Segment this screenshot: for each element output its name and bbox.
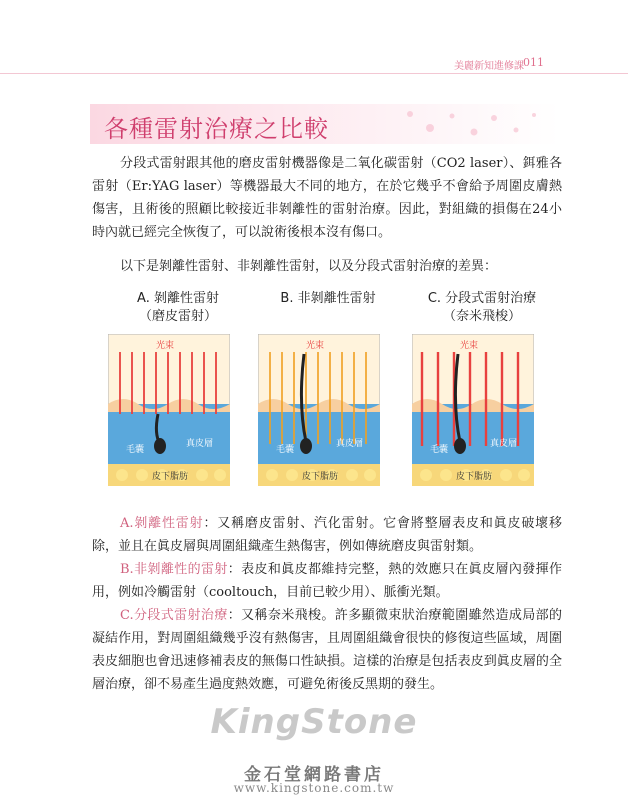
watermark-url: www.kingstone.com.tw: [233, 781, 395, 795]
beam-label: 光束: [156, 341, 175, 351]
explanation-ablative: [92, 512, 562, 558]
beam-label: 光束: [306, 341, 325, 351]
text-non-ablative: ：表皮和眞皮都維持完整，熱的效應只在眞皮層內發揮作用，例如冷觸雷射（cooltouch，目前已較少用）、脈衝光類。: [92, 562, 562, 600]
diagram-label: B. 非剝離性雷射: [280, 291, 376, 306]
dermis-label: 真皮層: [186, 439, 214, 449]
term-fractional: C.分段式雷射治療: [120, 608, 228, 623]
dermis-label: 真皮層: [490, 439, 518, 449]
decorative-dots: [390, 106, 550, 142]
follicle-label: 毛囊: [276, 445, 295, 455]
dermis-label: 真皮層: [336, 439, 364, 449]
explanation-fractional: [92, 604, 562, 696]
page-number: 011: [523, 56, 544, 69]
fat-label: 皮下脂肪: [152, 472, 189, 482]
beam-label: 光束: [460, 341, 479, 351]
diagram-label: A. 剝離性雷射: [137, 291, 219, 306]
page-title: 各種雷射治療之比較: [104, 115, 329, 143]
watermark-brand: KingStone: [210, 702, 418, 742]
explanation-non-ablative: [92, 558, 562, 604]
follicle-label: 毛囊: [430, 445, 449, 455]
diagram-sublabel: （磨皮雷射）: [138, 309, 217, 324]
diagram-ablative: [108, 290, 248, 490]
title-band: [90, 104, 560, 144]
skin-diagram-a: [108, 334, 230, 486]
term-non-ablative: B.非剝離性的雷射: [120, 562, 228, 577]
text-fractional: ：又稱奈米飛梭。許多顯微束狀治療範圍雖然造成局部的凝結作用，對周圍組織幾乎沒有熱傷害，且周圍組織會很快的修復這些區域，周圍表皮細胞也會迅速修補表皮的無傷口性缺損。這樣的治療是包括表皮到眞皮層的全層治療，卻不易產生過度熱效應，可避免術後反黑期的發生。: [92, 608, 562, 692]
intro-paragraph-2: 以下是剝離性雷射、非剝離性雷射，以及分段式雷射治療的差異：: [120, 259, 498, 274]
header-rule: [0, 73, 628, 74]
intro-paragraph-1: 分段式雷射跟其他的磨皮雷射機器像是二氧化碳雷射（CO2 laser）、鉺雅各雷射（Er:YAG laser）等機器最大不同的地方，在於它幾乎不會給予周圍皮膚熱傷害，且術後的照顧比較接近非剝離性的雷射治療。因此，對組織的損傷在24小時內就已經完全恢復了，可以說術後根本沒有傷口。: [92, 156, 562, 240]
skin-diagram-c: [412, 334, 534, 486]
skin-diagram-b: [258, 334, 380, 486]
diagram-non-ablative: [258, 290, 398, 490]
diagram-label: C. 分段式雷射治療: [427, 291, 537, 306]
fat-label: 皮下脂肪: [302, 472, 339, 482]
text-ablative: ：又稱磨皮雷射、汽化雷射。它會將整層表皮和眞皮破壞移除，並且在眞皮層與周圍組織產生熱傷害，例如傳統磨皮與雷射類。: [92, 516, 562, 554]
term-ablative: A.剝離性雷射: [120, 516, 204, 531]
diagram-sublabel: （奈米飛梭）: [442, 309, 521, 324]
section-name: 美麗新知進修課: [454, 61, 524, 72]
watermark-cn: 金石堂網路書店: [244, 765, 384, 785]
fat-label: 皮下脂肪: [456, 472, 493, 482]
follicle-label: 毛囊: [126, 445, 145, 455]
diagram-fractional: [412, 290, 552, 490]
page-header: [0, 54, 628, 74]
